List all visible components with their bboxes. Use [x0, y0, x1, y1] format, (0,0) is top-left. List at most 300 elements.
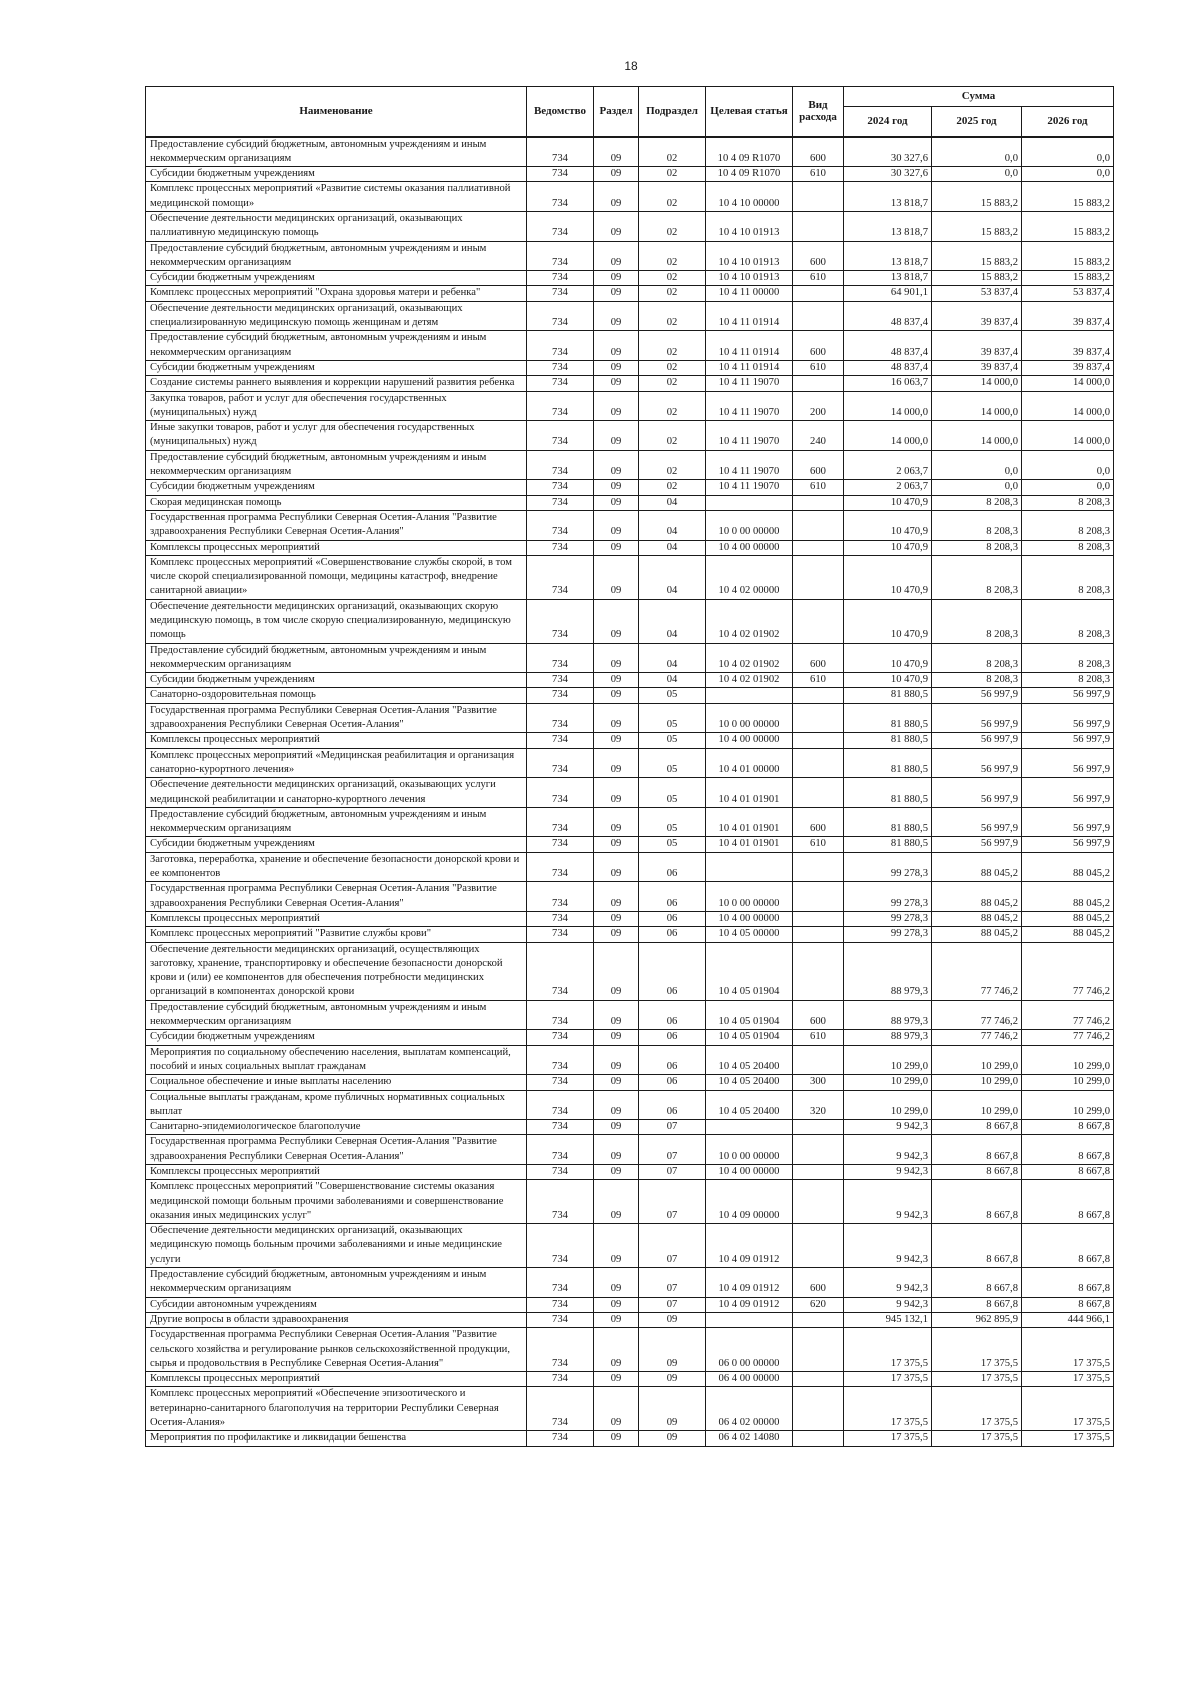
row-type: [793, 286, 844, 301]
row-target: 06 4 02 00000: [706, 1387, 793, 1431]
row-2024: 10 470,9: [844, 555, 932, 599]
row-2026: 8 667,8: [1022, 1180, 1114, 1224]
row-name: Субсидии бюджетным учреждениям: [146, 673, 527, 688]
row-2024: 88 979,3: [844, 942, 932, 1000]
row-target: 10 4 01 00000: [706, 748, 793, 778]
row-subsection: 04: [639, 643, 706, 673]
row-2024: 9 942,3: [844, 1224, 932, 1268]
row-target: 10 4 05 01904: [706, 1030, 793, 1045]
row-2025: 8 208,3: [932, 673, 1022, 688]
row-name: Иные закупки товаров, работ и услуг для обеспечения государственных (муниципальных) нужд: [146, 421, 527, 451]
row-subsection: 02: [639, 331, 706, 361]
row-2025: 15 883,2: [932, 211, 1022, 241]
row-dept: 734: [527, 480, 594, 495]
row-section: 09: [594, 1268, 639, 1298]
table-row: [146, 1431, 1114, 1446]
row-subsection: 02: [639, 421, 706, 451]
row-2026: 8 667,8: [1022, 1224, 1114, 1268]
row-target: 10 4 09 01912: [706, 1297, 793, 1312]
row-section: 09: [594, 137, 639, 167]
row-subsection: 04: [639, 495, 706, 510]
row-2026: 39 837,4: [1022, 301, 1114, 331]
row-subsection: 06: [639, 942, 706, 1000]
row-name: Социальное обеспечение и иные выплаты населению: [146, 1075, 527, 1090]
row-2024: 81 880,5: [844, 688, 932, 703]
row-subsection: 06: [639, 852, 706, 882]
table-row: [146, 807, 1114, 837]
row-type: [793, 852, 844, 882]
row-name: Предоставление субсидий бюджетным, автономным учреждениям и иным некоммерческим организациям: [146, 807, 527, 837]
row-type: 600: [793, 331, 844, 361]
row-2026: 8 667,8: [1022, 1268, 1114, 1298]
row-target: [706, 688, 793, 703]
row-2025: 56 997,9: [932, 837, 1022, 852]
row-type: 600: [793, 450, 844, 480]
row-section: 09: [594, 703, 639, 733]
row-section: 09: [594, 807, 639, 837]
row-2024: 9 942,3: [844, 1135, 932, 1165]
row-target: 10 4 11 19070: [706, 480, 793, 495]
row-name: Предоставление субсидий бюджетным, автономным учреждениям и иным некоммерческим организациям: [146, 643, 527, 673]
row-subsection: 07: [639, 1120, 706, 1135]
row-2025: 8 667,8: [932, 1224, 1022, 1268]
row-name: Комплекс процессных мероприятий "Охрана здоровья матери и ребенка": [146, 286, 527, 301]
row-2024: 13 818,7: [844, 241, 932, 271]
row-name: Мероприятия по социальному обеспечению населения, выплатам компенсаций, пособий и иных социальных выплат гражданам: [146, 1045, 527, 1075]
row-2026: 444 966,1: [1022, 1312, 1114, 1327]
row-target: 10 4 09 01912: [706, 1268, 793, 1298]
row-target: 06 0 00 00000: [706, 1328, 793, 1372]
row-target: 10 4 05 20400: [706, 1045, 793, 1075]
row-dept: 734: [527, 703, 594, 733]
row-type: [793, 182, 844, 212]
row-2026: 15 883,2: [1022, 182, 1114, 212]
row-2024: 16 063,7: [844, 376, 932, 391]
row-subsection: 02: [639, 376, 706, 391]
table-row: [146, 778, 1114, 808]
row-2024: 13 818,7: [844, 182, 932, 212]
row-target: 10 4 02 01902: [706, 673, 793, 688]
row-2026: 0,0: [1022, 167, 1114, 182]
row-name: Государственная программа Республики Северная Осетия-Алания "Развитие здравоохранения Республики Северная Осетия-Алания": [146, 1135, 527, 1165]
row-dept: 734: [527, 748, 594, 778]
row-section: 09: [594, 643, 639, 673]
row-section: 09: [594, 942, 639, 1000]
row-type: [793, 540, 844, 555]
row-dept: 734: [527, 688, 594, 703]
row-type: 600: [793, 1268, 844, 1298]
row-2025: 0,0: [932, 167, 1022, 182]
row-2024: 9 942,3: [844, 1180, 932, 1224]
row-section: 09: [594, 1312, 639, 1327]
row-target: [706, 1120, 793, 1135]
row-type: [793, 1328, 844, 1372]
row-name: Закупка товаров, работ и услуг для обеспечения государственных (муниципальных) нужд: [146, 391, 527, 421]
row-2024: 10 470,9: [844, 495, 932, 510]
row-subsection: 06: [639, 927, 706, 942]
row-dept: 734: [527, 1431, 594, 1446]
row-dept: 734: [527, 942, 594, 1000]
row-2026: 10 299,0: [1022, 1045, 1114, 1075]
row-name: Комплекс процессных мероприятий "Развитие службы крови": [146, 927, 527, 942]
row-dept: 734: [527, 927, 594, 942]
row-subsection: 02: [639, 137, 706, 167]
row-dept: 734: [527, 673, 594, 688]
row-name: Комплексы процессных мероприятий: [146, 540, 527, 555]
row-section: 09: [594, 1431, 639, 1446]
row-name: Обеспечение деятельности медицинских организаций, осуществляющих заготовку, хранение, транспортировку и обеспечение безопасности донорской крови и (или) ее компонентов для обеспечения потребности медицинских организаций в компонентах донорской крови: [146, 942, 527, 1000]
row-2024: 81 880,5: [844, 703, 932, 733]
row-2025: 14 000,0: [932, 421, 1022, 451]
row-target: 10 4 02 01902: [706, 643, 793, 673]
row-2024: 10 299,0: [844, 1090, 932, 1120]
row-dept: 734: [527, 241, 594, 271]
row-2024: 81 880,5: [844, 748, 932, 778]
row-2024: 10 299,0: [844, 1075, 932, 1090]
row-section: 09: [594, 286, 639, 301]
row-dept: 734: [527, 555, 594, 599]
row-2024: 48 837,4: [844, 360, 932, 375]
table-row: [146, 1075, 1114, 1090]
row-target: 10 4 10 01913: [706, 271, 793, 286]
row-section: 09: [594, 778, 639, 808]
row-subsection: 09: [639, 1372, 706, 1387]
table-row: [146, 643, 1114, 673]
table-row: [146, 837, 1114, 852]
row-2024: 88 979,3: [844, 1030, 932, 1045]
row-type: 610: [793, 1030, 844, 1045]
row-2024: 48 837,4: [844, 301, 932, 331]
row-2025: 56 997,9: [932, 703, 1022, 733]
row-2026: 10 299,0: [1022, 1075, 1114, 1090]
row-subsection: 05: [639, 703, 706, 733]
row-2026: 8 667,8: [1022, 1135, 1114, 1165]
row-2024: 99 278,3: [844, 911, 932, 926]
row-section: 09: [594, 211, 639, 241]
table-row: [146, 421, 1114, 451]
row-type: 610: [793, 360, 844, 375]
table-row: [146, 1030, 1114, 1045]
row-subsection: 06: [639, 1045, 706, 1075]
row-name: Предоставление субсидий бюджетным, автономным учреждениям и иным некоммерческим организациям: [146, 241, 527, 271]
row-target: 10 4 09 01912: [706, 1224, 793, 1268]
row-type: 610: [793, 673, 844, 688]
row-target: 10 4 11 19070: [706, 421, 793, 451]
row-target: 10 4 09 R1070: [706, 137, 793, 167]
row-target: 10 0 00 00000: [706, 882, 793, 912]
table-body: [146, 137, 1114, 1447]
row-2024: 99 278,3: [844, 882, 932, 912]
row-subsection: 02: [639, 480, 706, 495]
row-name: Предоставление субсидий бюджетным, автономным учреждениям и иным некоммерческим организациям: [146, 1000, 527, 1030]
row-type: [793, 748, 844, 778]
row-dept: 734: [527, 1045, 594, 1075]
row-target: 10 0 00 00000: [706, 510, 793, 540]
row-2024: 10 470,9: [844, 599, 932, 643]
row-2024: 13 818,7: [844, 271, 932, 286]
row-target: [706, 1312, 793, 1327]
table-row: [146, 480, 1114, 495]
row-section: 09: [594, 450, 639, 480]
row-section: 09: [594, 1372, 639, 1387]
table-row: [146, 360, 1114, 375]
row-2025: 56 997,9: [932, 733, 1022, 748]
row-2025: 39 837,4: [932, 301, 1022, 331]
row-type: [793, 599, 844, 643]
row-type: 600: [793, 643, 844, 673]
row-type: [793, 927, 844, 942]
row-section: 09: [594, 376, 639, 391]
row-section: 09: [594, 1135, 639, 1165]
table-row: [146, 510, 1114, 540]
row-dept: 734: [527, 1328, 594, 1372]
row-2025: 10 299,0: [932, 1045, 1022, 1075]
row-2026: 56 997,9: [1022, 748, 1114, 778]
row-2025: 17 375,5: [932, 1431, 1022, 1446]
table-row: [146, 1387, 1114, 1431]
row-type: 620: [793, 1297, 844, 1312]
row-target: 10 4 11 01914: [706, 331, 793, 361]
table-row: [146, 703, 1114, 733]
row-name: Комплексы процессных мероприятий: [146, 911, 527, 926]
row-2026: 88 045,2: [1022, 852, 1114, 882]
row-2024: 99 278,3: [844, 927, 932, 942]
row-2024: 64 901,1: [844, 286, 932, 301]
header-subsection: Подраздел: [639, 87, 706, 137]
row-subsection: 04: [639, 599, 706, 643]
row-type: 320: [793, 1090, 844, 1120]
row-subsection: 05: [639, 807, 706, 837]
row-type: 600: [793, 807, 844, 837]
row-2026: 56 997,9: [1022, 703, 1114, 733]
row-subsection: 06: [639, 1075, 706, 1090]
row-2026: 8 208,3: [1022, 510, 1114, 540]
row-2025: 88 045,2: [932, 852, 1022, 882]
row-name: Комплекс процессных мероприятий «Обеспечение эпизоотического и ветеринарно-санитарного благополучия на территории Республики Северная Осетия-Алания»: [146, 1387, 527, 1431]
budget-table: [145, 86, 1114, 1447]
row-dept: 734: [527, 360, 594, 375]
row-2025: 15 883,2: [932, 271, 1022, 286]
row-dept: 734: [527, 540, 594, 555]
row-target: 10 4 11 19070: [706, 450, 793, 480]
row-2024: 81 880,5: [844, 807, 932, 837]
row-name: Комплекс процессных мероприятий «Совершенствование службы скорой, в том числе скорой специализированной помощи, медицины катастроф, внедрение санитарной авиации»: [146, 555, 527, 599]
row-section: 09: [594, 911, 639, 926]
table-row: [146, 1268, 1114, 1298]
row-2025: 8 667,8: [932, 1135, 1022, 1165]
row-2026: 8 208,3: [1022, 673, 1114, 688]
row-name: Комплексы процессных мероприятий: [146, 1164, 527, 1179]
row-subsection: 02: [639, 301, 706, 331]
row-2024: 9 942,3: [844, 1297, 932, 1312]
table-row: [146, 167, 1114, 182]
row-subsection: 06: [639, 1030, 706, 1045]
row-name: Субсидии бюджетным учреждениям: [146, 1030, 527, 1045]
row-target: [706, 852, 793, 882]
row-dept: 734: [527, 391, 594, 421]
row-target: 10 4 05 20400: [706, 1075, 793, 1090]
row-target: 10 4 05 01904: [706, 942, 793, 1000]
table-row: [146, 271, 1114, 286]
row-target: 10 4 00 00000: [706, 540, 793, 555]
row-2026: 56 997,9: [1022, 807, 1114, 837]
row-target: 06 4 00 00000: [706, 1372, 793, 1387]
row-2026: 8 208,3: [1022, 643, 1114, 673]
row-target: 10 4 10 01913: [706, 241, 793, 271]
row-type: 610: [793, 837, 844, 852]
row-dept: 734: [527, 1312, 594, 1327]
row-2025: 8 667,8: [932, 1297, 1022, 1312]
row-name: Предоставление субсидий бюджетным, автономным учреждениям и иным некоммерческим организациям: [146, 137, 527, 167]
table-row: [146, 1180, 1114, 1224]
row-2025: 10 299,0: [932, 1090, 1022, 1120]
row-section: 09: [594, 1090, 639, 1120]
row-2024: 2 063,7: [844, 450, 932, 480]
header-2025: 2025 год: [932, 107, 1022, 137]
row-subsection: 07: [639, 1297, 706, 1312]
row-dept: 734: [527, 271, 594, 286]
row-name: Предоставление субсидий бюджетным, автономным учреждениям и иным некоммерческим организациям: [146, 1268, 527, 1298]
row-name: Создание системы раннего выявления и коррекции нарушений развития ребенка: [146, 376, 527, 391]
row-2025: 56 997,9: [932, 778, 1022, 808]
row-dept: 734: [527, 852, 594, 882]
row-section: 09: [594, 882, 639, 912]
row-section: 09: [594, 599, 639, 643]
row-type: [793, 1312, 844, 1327]
row-section: 09: [594, 1120, 639, 1135]
row-subsection: 05: [639, 688, 706, 703]
row-subsection: 02: [639, 360, 706, 375]
row-name: Комплекс процессных мероприятий «Развитие системы оказания паллиативной медицинской помощи»: [146, 182, 527, 212]
table-row: [146, 852, 1114, 882]
table-row: [146, 1045, 1114, 1075]
row-2025: 8 667,8: [932, 1268, 1022, 1298]
row-2026: 17 375,5: [1022, 1328, 1114, 1372]
row-2025: 8 208,3: [932, 555, 1022, 599]
row-2024: 10 470,9: [844, 643, 932, 673]
row-dept: 734: [527, 286, 594, 301]
row-2025: 14 000,0: [932, 391, 1022, 421]
row-type: [793, 301, 844, 331]
row-section: 09: [594, 421, 639, 451]
row-subsection: 06: [639, 882, 706, 912]
row-2026: 14 000,0: [1022, 376, 1114, 391]
table-row: [146, 1224, 1114, 1268]
row-type: [793, 882, 844, 912]
row-2026: 14 000,0: [1022, 421, 1114, 451]
row-type: 610: [793, 480, 844, 495]
row-type: 300: [793, 1075, 844, 1090]
row-name: Субсидии бюджетным учреждениям: [146, 480, 527, 495]
row-2026: 0,0: [1022, 480, 1114, 495]
table-row: [146, 1164, 1114, 1179]
row-2024: 81 880,5: [844, 778, 932, 808]
row-dept: 734: [527, 450, 594, 480]
row-dept: 734: [527, 837, 594, 852]
row-2026: 8 667,8: [1022, 1120, 1114, 1135]
row-type: 200: [793, 391, 844, 421]
row-2024: 2 063,7: [844, 480, 932, 495]
row-target: 10 4 11 01914: [706, 301, 793, 331]
row-section: 09: [594, 182, 639, 212]
row-2026: 56 997,9: [1022, 837, 1114, 852]
row-2024: 88 979,3: [844, 1000, 932, 1030]
row-section: 09: [594, 1224, 639, 1268]
row-name: Предоставление субсидий бюджетным, автономным учреждениям и иным некоммерческим организациям: [146, 331, 527, 361]
row-type: [793, 211, 844, 241]
row-target: 10 4 00 00000: [706, 733, 793, 748]
row-name: Комплексы процессных мероприятий: [146, 1372, 527, 1387]
row-section: 09: [594, 1297, 639, 1312]
row-section: 09: [594, 1045, 639, 1075]
row-subsection: 07: [639, 1268, 706, 1298]
row-2024: 17 375,5: [844, 1328, 932, 1372]
row-dept: 734: [527, 331, 594, 361]
row-2025: 15 883,2: [932, 241, 1022, 271]
table-row: [146, 301, 1114, 331]
row-type: [793, 510, 844, 540]
row-2026: 53 837,4: [1022, 286, 1114, 301]
row-subsection: 09: [639, 1328, 706, 1372]
row-name: Комплекс процессных мероприятий «Медицинская реабилитация и организация санаторно-курортного лечения»: [146, 748, 527, 778]
row-2025: 17 375,5: [932, 1372, 1022, 1387]
row-2026: 39 837,4: [1022, 331, 1114, 361]
row-target: 10 4 05 00000: [706, 927, 793, 942]
table-row: [146, 927, 1114, 942]
row-name: Комплекс процессных мероприятий "Совершенствование системы оказания медицинской помощи больным прочими заболеваниями и совершенствование оказания иных медицинских услуг": [146, 1180, 527, 1224]
table-header: [146, 87, 1114, 137]
table-row: [146, 211, 1114, 241]
row-2025: 88 045,2: [932, 927, 1022, 942]
table-row: [146, 391, 1114, 421]
row-subsection: 07: [639, 1180, 706, 1224]
row-name: Санитарно-эпидемиологическое благополучие: [146, 1120, 527, 1135]
row-dept: 734: [527, 1000, 594, 1030]
row-target: 10 0 00 00000: [706, 703, 793, 733]
row-2026: 0,0: [1022, 450, 1114, 480]
row-subsection: 05: [639, 778, 706, 808]
row-dept: 734: [527, 882, 594, 912]
row-dept: 734: [527, 1387, 594, 1431]
row-dept: 734: [527, 1180, 594, 1224]
row-dept: 734: [527, 376, 594, 391]
row-2025: 77 746,2: [932, 1030, 1022, 1045]
row-subsection: 07: [639, 1224, 706, 1268]
row-name: Социальные выплаты гражданам, кроме публичных нормативных социальных выплат: [146, 1090, 527, 1120]
row-2026: 14 000,0: [1022, 391, 1114, 421]
row-target: 10 4 00 00000: [706, 911, 793, 926]
row-2026: 15 883,2: [1022, 211, 1114, 241]
row-subsection: 09: [639, 1431, 706, 1446]
row-name: Государственная программа Республики Северная Осетия-Алания "Развитие здравоохранения Республики Северная Осетия-Алания": [146, 882, 527, 912]
row-2024: 99 278,3: [844, 852, 932, 882]
row-2026: 15 883,2: [1022, 241, 1114, 271]
row-dept: 734: [527, 1120, 594, 1135]
table-row: [146, 1135, 1114, 1165]
row-2024: 9 942,3: [844, 1268, 932, 1298]
row-dept: 734: [527, 599, 594, 643]
row-target: 10 4 05 20400: [706, 1090, 793, 1120]
row-subsection: 02: [639, 286, 706, 301]
row-2024: 17 375,5: [844, 1387, 932, 1431]
row-2024: 10 470,9: [844, 540, 932, 555]
row-section: 09: [594, 1328, 639, 1372]
row-subsection: 04: [639, 540, 706, 555]
row-2025: 8 667,8: [932, 1120, 1022, 1135]
row-2026: 56 997,9: [1022, 688, 1114, 703]
row-2025: 39 837,4: [932, 360, 1022, 375]
table-row: [146, 733, 1114, 748]
